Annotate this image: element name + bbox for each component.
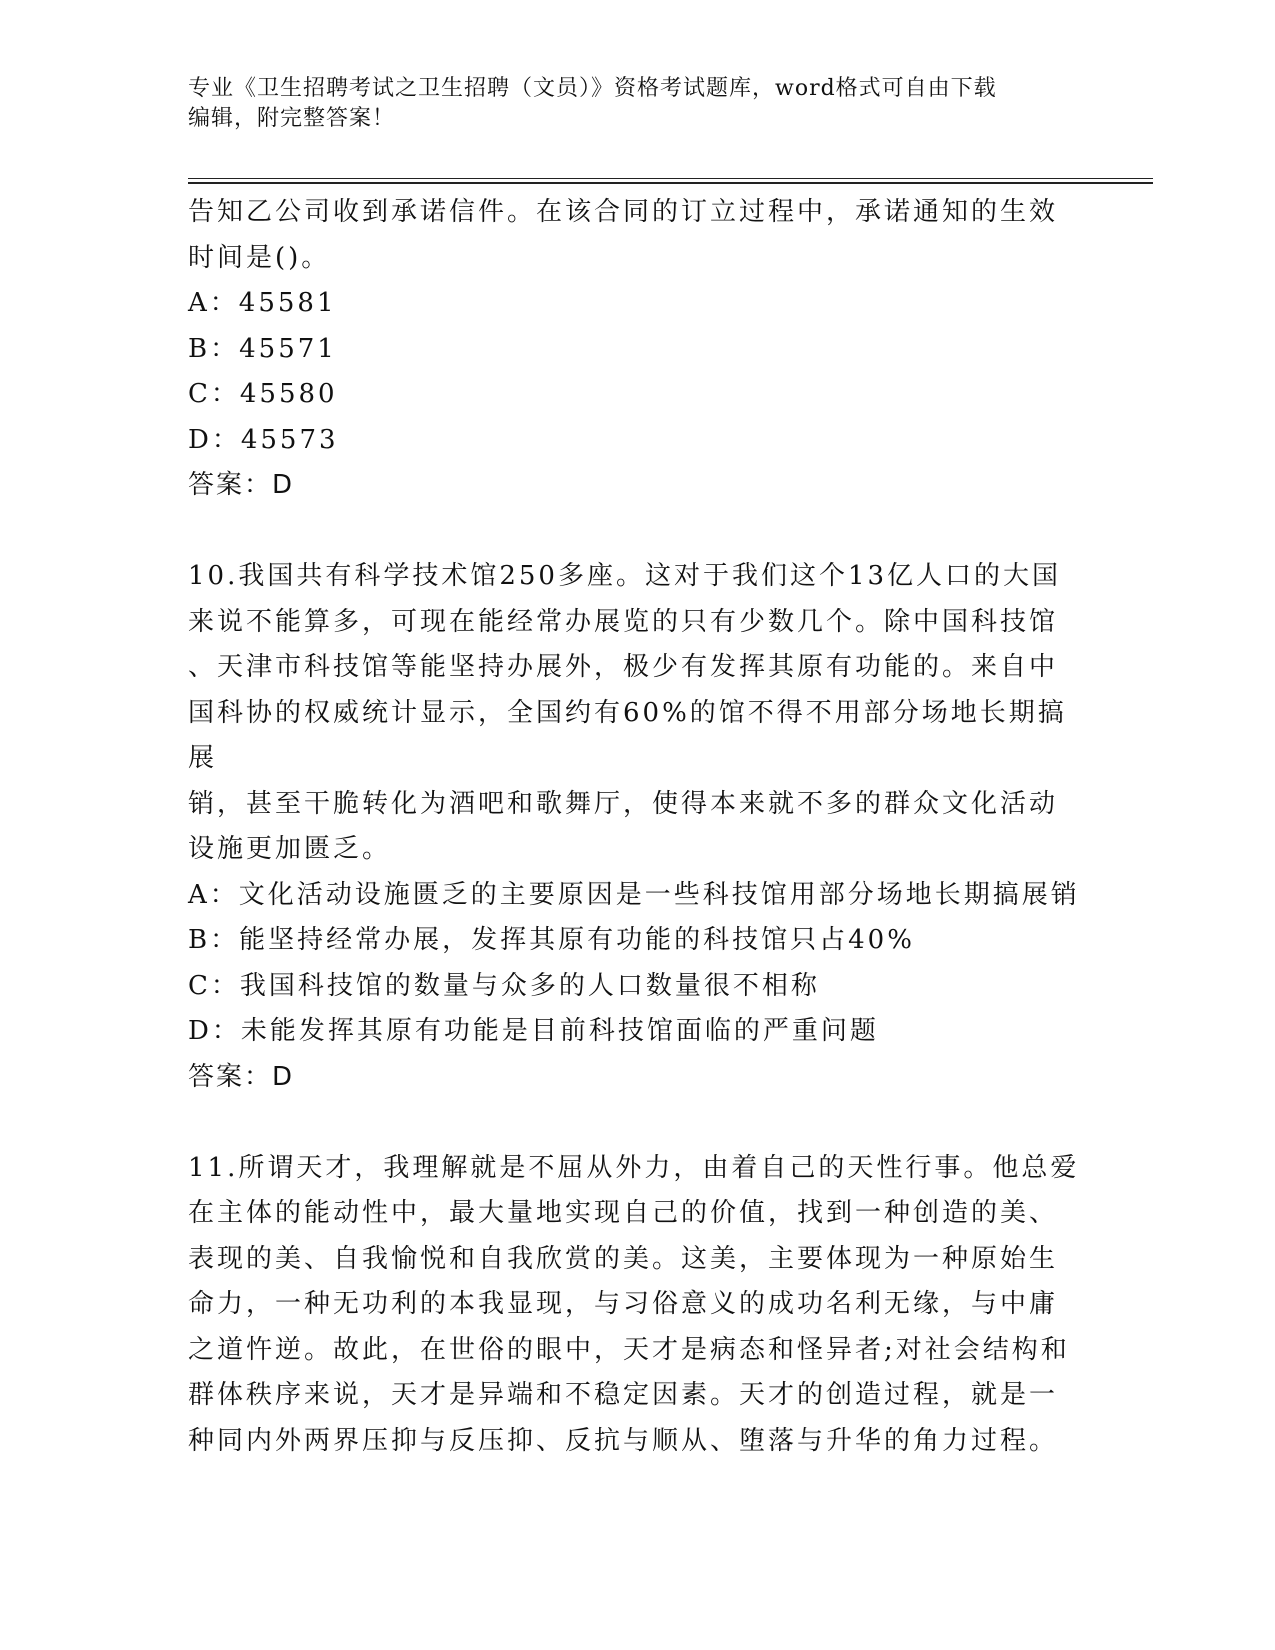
answer-line: 答案：D <box>188 470 295 500</box>
option-b: B：能坚持经常办展，发挥其原有功能的科技馆只占40% <box>188 925 915 955</box>
option-a: A：文化活动设施匮乏的主要原因是一些科技馆用部分场地长期搞展销 <box>188 879 1080 910</box>
question-stem-line: 种同内外两界压抑与反压抑、反抗与顺从、堕落与升华的角力过程。 <box>188 1425 1059 1456</box>
option-b: B：45571 <box>188 333 337 364</box>
option-d: D：45573 <box>188 424 339 455</box>
header-line-1: 专业《卫生招聘考试之卫生招聘（文员）》资格考试题库，word格式可自由下载 <box>188 76 997 101</box>
document-content <box>188 190 1088 1464</box>
spacer <box>188 509 1088 555</box>
question-stem-line: 命力，一种无功利的本我显现，与习俗意义的成功名利无缘，与中庸 <box>188 1289 1059 1319</box>
question-stem-line: 时间是()。 <box>188 242 331 273</box>
question-stem-line: 销，甚至干脆转化为酒吧和歌舞厅，使得本来就不多的群众文化活动 <box>188 788 1059 819</box>
question-stem-line: 来说不能算多，可现在能经常办展览的只有少数几个。除中国科技馆 <box>188 606 1059 637</box>
question-11 <box>188 1146 1088 1465</box>
question-stem-line: 告知乙公司收到承诺信件。在该合同的订立过程中，承诺通知的生效 <box>188 197 1059 227</box>
question-stem-line: 在主体的能动性中，最大量地实现自己的价值，找到一种创造的美、 <box>188 1198 1059 1228</box>
question-stem-line: 11.所谓天才，我理解就是不屈从外力，由着自己的天性行事。他总爱 <box>188 1152 1080 1183</box>
option-d: D：未能发挥其原有功能是目前科技馆面临的严重问题 <box>188 1016 879 1046</box>
question-9 <box>188 190 1088 509</box>
question-stem-line: 10.我国共有科学技术馆250多座。这对于我们这个13亿人口的大国 <box>188 561 1062 591</box>
option-c: C：我国科技馆的数量与众多的人口数量很不相称 <box>188 970 820 1001</box>
question-stem-line: 之道忤逆。故此，在世俗的眼中，天才是病态和怪异者;对社会结构和 <box>188 1334 1070 1365</box>
document-header <box>188 74 1088 134</box>
header-divider <box>188 178 1153 184</box>
question-stem-line: 设施更加匮乏。 <box>188 834 392 864</box>
option-c: C：45580 <box>188 379 338 409</box>
question-stem-line: 、天津市科技馆等能坚持办展外，极少有发挥其原有功能的。来自中 <box>188 652 1059 682</box>
question-stem-line: 群体秩序来说，天才是异端和不稳定因素。天才的创造过程，就是一 <box>188 1380 1059 1410</box>
spacer <box>188 1100 1088 1146</box>
question-stem-line: 国科协的权威统计显示，全国约有60%的馆不得不用部分场地长期搞展 <box>188 697 1067 773</box>
answer-line: 答案：D <box>188 1061 295 1092</box>
header-line-2: 编辑，附完整答案！ <box>188 106 396 131</box>
option-a: A：45581 <box>188 288 337 318</box>
question-stem-line: 表现的美、自我愉悦和自我欣赏的美。这美，主要体现为一种原始生 <box>188 1243 1059 1274</box>
question-10 <box>188 554 1088 1100</box>
